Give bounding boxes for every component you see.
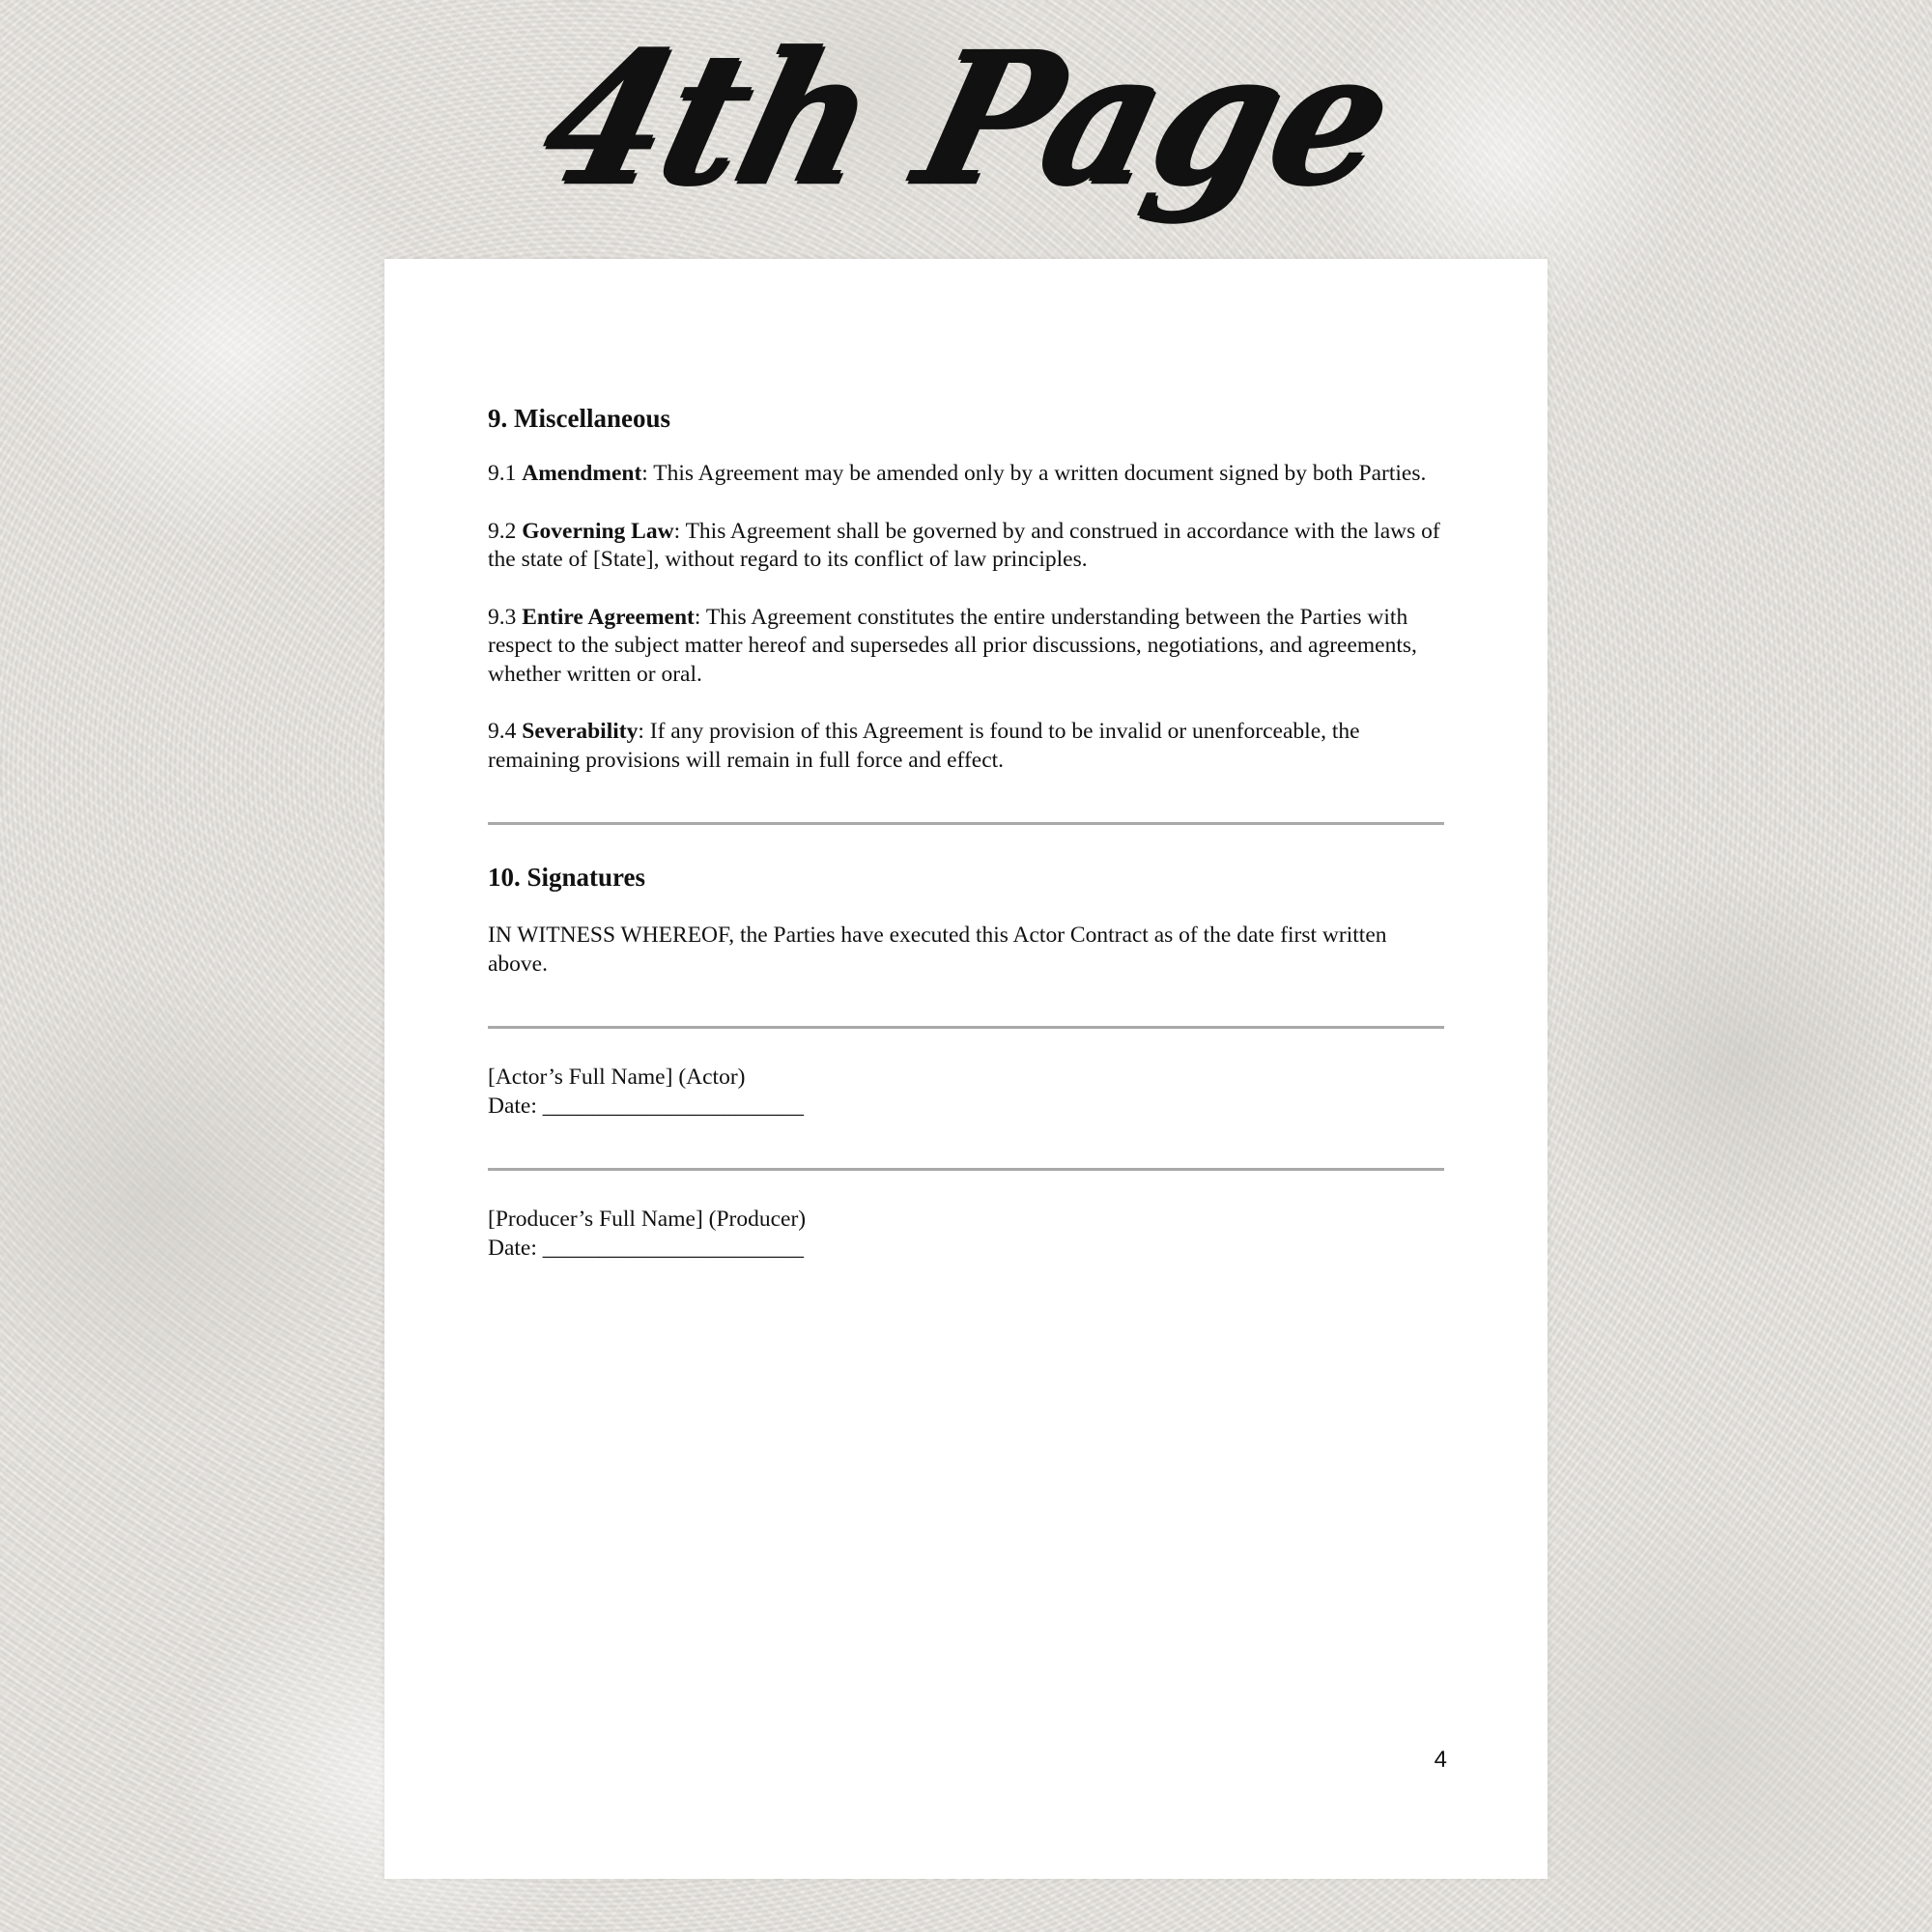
page-number: 4 xyxy=(1434,1747,1447,1773)
clause-term: Severability xyxy=(522,719,639,744)
clause-severability xyxy=(488,718,1444,775)
clause-number: 9.1 xyxy=(488,461,523,486)
producer-signature-block xyxy=(488,1206,1444,1263)
clause-text: : This Agreement shall be governed by and construed in accordance with the laws of the state of [State], without regard to its conflict of law principles. xyxy=(488,518,1440,572)
document-page xyxy=(384,259,1548,1879)
clause-number: 9.2 xyxy=(488,518,523,544)
producer-date: Date: _______________________ xyxy=(488,1235,805,1261)
signature-line-producer xyxy=(488,1168,1444,1171)
clause-number: 9.3 xyxy=(488,604,523,630)
clause-text: : If any provision of this Agreement is found to be invalid or unenforceable, the remaining provisions will remain in full force and effect. xyxy=(488,719,1360,773)
page-banner-title: 4th Page xyxy=(522,11,1410,224)
clause-number: 9.4 xyxy=(488,719,523,744)
clause-text: : This Agreement constitutes the entire understanding between the Parties with respect to the subject matter hereof and supersedes all prior discussions, negotiations, and agreements, whether written or oral. xyxy=(488,604,1417,687)
clause-amendment xyxy=(488,460,1444,489)
signature-line-actor xyxy=(488,1026,1444,1029)
witness-statement: IN WITNESS WHEREOF, the Parties have executed this Actor Contract as of the date first written above. xyxy=(488,923,1387,977)
clause-term: Entire Agreement xyxy=(522,604,695,630)
clause-text: : This Agreement may be amended only by a written document signed by both Parties. xyxy=(641,461,1427,486)
actor-signature-block xyxy=(488,1064,1444,1121)
actor-date: Date: _______________________ xyxy=(488,1093,805,1119)
clause-term: Governing Law xyxy=(522,518,674,544)
section-heading-miscellaneous: 9. Miscellaneous xyxy=(488,404,670,433)
section-heading-signatures: 10. Signatures xyxy=(488,863,646,892)
document-content xyxy=(488,402,1444,1292)
section-divider xyxy=(488,822,1444,825)
producer-name: [Producer’s Full Name] (Producer) xyxy=(488,1207,807,1232)
clause-entire-agreement xyxy=(488,604,1444,690)
clause-governing-law xyxy=(488,518,1444,575)
clause-term: Amendment xyxy=(522,461,642,486)
actor-name: [Actor’s Full Name] (Actor) xyxy=(488,1065,746,1090)
